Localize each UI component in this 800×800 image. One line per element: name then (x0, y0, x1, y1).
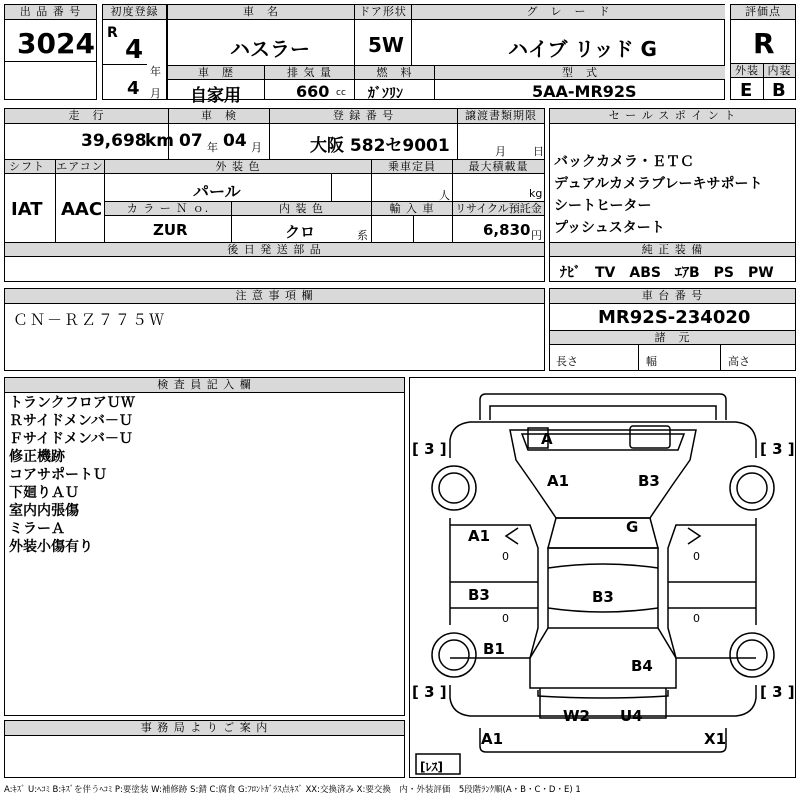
mark-door-front-left: A1 (468, 527, 491, 545)
transfer-label: 譲渡書類期限 (458, 109, 544, 124)
recycle-unit: 円 (531, 229, 542, 242)
plate-number: 大阪 582セ9001 (310, 136, 450, 156)
inspector-line: コアサポートＵ (9, 467, 107, 483)
color-number: ZUR (153, 221, 188, 239)
later-parts-label: 後 日 発 送 部 品 (5, 243, 544, 257)
interior-color-unit: 系 (357, 229, 368, 242)
lot-number-label: 出 品 番 号 (5, 5, 96, 20)
shift-label: シフト (5, 160, 55, 174)
grade-label: グ レ ー ド (412, 5, 725, 20)
sales-point: バックカメラ・ＥＴＣ (554, 154, 694, 170)
inspector-line: Ｆサイドメンバ－Ｕ (9, 431, 133, 447)
first-registration-cell (102, 4, 167, 100)
score-label: 評価点 (731, 5, 795, 20)
lot-number: 3024 (17, 27, 95, 60)
inspection-month-unit: 月 (251, 141, 262, 154)
first-registration-label: 初度登録 (103, 5, 166, 20)
mileage-unit: km (145, 131, 175, 151)
recycle-fee: 6,830 (483, 221, 531, 239)
door-label: ドア形状 (355, 5, 411, 20)
details-block (4, 108, 545, 282)
sales-points-block (549, 108, 796, 282)
color-label: 外 装 色 (105, 160, 371, 174)
car-name-label: 車 名 (168, 5, 354, 20)
tire-rear-right: [ 3 ] (760, 683, 795, 701)
mark-bumper-w2: W2 (563, 707, 590, 725)
load-unit: kg (529, 187, 543, 200)
mark-roof: G (626, 518, 639, 536)
exterior-color: パール (193, 182, 241, 201)
mark-hood-left: A1 (547, 472, 570, 490)
inspector-label: 検 査 員 記 入 欄 (5, 378, 404, 393)
exterior-score-label: 外装 (731, 64, 763, 78)
mark-front-glass: A (541, 430, 553, 448)
model: 5AA-MR92S (532, 82, 637, 101)
reg-year-unit: 年 (150, 65, 161, 78)
plate-label: 登 録 番 号 (270, 109, 457, 124)
mileage-label: 走 行 (5, 109, 168, 124)
height-label: 高さ (728, 355, 750, 368)
tire-front-right: [ 3 ] (760, 440, 795, 458)
model-label: 型 式 (435, 66, 725, 80)
grade: ハイブ リッド G (508, 37, 657, 61)
inspection-month: 04 (223, 131, 247, 151)
inspector-line: 下廻りＡＵ (9, 485, 79, 501)
inspector-notes (9, 394, 135, 556)
fuel-label: 燃 料 (355, 66, 434, 80)
inspector-line: 室内内張傷 (9, 503, 79, 519)
notes-label: 注 意 事 項 欄 (5, 289, 544, 304)
history-label: 車 歴 (168, 66, 264, 80)
reg-month: 4 (127, 78, 140, 99)
displacement-label: 排 気 量 (265, 66, 354, 80)
office-block (4, 720, 405, 778)
mark-door-rear-right-zero: 0 (693, 612, 700, 625)
inspector-line: Ｒサイドメンバ－Ｕ (9, 413, 133, 429)
mark-rear: B4 (631, 657, 653, 675)
mark-bottom-right: X1 (704, 730, 727, 748)
inspector-line: 修正機跡 (9, 449, 65, 465)
mark-bumper-u4: U4 (620, 707, 643, 725)
exterior-score: E (740, 80, 753, 101)
ac: AAC (61, 199, 103, 220)
score: R (753, 27, 775, 60)
inspector-line: 外装小傷有り (9, 539, 93, 555)
legend: A:ｷｽﾞ U:ﾍｺﾐ B:ｷｽﾞを伴うﾍｺﾐ P:要塗装 W:補修跡 S:錆 C:腐食 G:ﾌﾛﾝﾄｶﾞﾗｽ点ｷｽﾞ XX:交換済み X:要交換 内・外装評価 5段階ﾗﾝｸ順(A・B・C・D・E) 1 (4, 785, 581, 795)
notes-block (4, 288, 545, 371)
sales-point: デュアルカメラブレーキサポート (554, 176, 763, 192)
equipment: ﾅﾋﾞ TV ABS ｴｱB PS PW (560, 265, 774, 281)
length-label: 長さ (556, 355, 578, 368)
door-type: 5W (368, 33, 404, 57)
chassis-label: 車 台 番 号 (550, 289, 795, 304)
lot-number-cell (4, 4, 97, 100)
inspection-year: 07 (179, 131, 203, 151)
chassis-number: MR92S-234020 (598, 307, 751, 328)
load-label: 最大積載量 (453, 160, 544, 174)
dims-label: 諸 元 (550, 331, 795, 345)
interior-score: B (772, 80, 786, 101)
chassis-block (549, 288, 796, 371)
capacity-unit: 人 (439, 189, 450, 202)
sales-point: プッシュスタート (554, 220, 665, 236)
displacement-unit: cc (336, 88, 346, 98)
reg-month-unit: 月 (150, 87, 161, 100)
import-label: 輸 入 車 (372, 202, 452, 216)
interior-score-label: 内装 (764, 64, 795, 78)
inspector-line: トランクフロアＵＷ (9, 395, 135, 411)
inspector-block (4, 377, 405, 716)
displacement: 660 (296, 82, 330, 101)
width-label: 幅 (646, 355, 657, 368)
spare-tire: [ﾚｽ] (420, 760, 443, 774)
reg-year: 4 (125, 35, 144, 65)
mark-roof-center: B3 (592, 588, 614, 606)
tire-front-left: [ 3 ] (412, 440, 447, 458)
fuel: ｶﾞｿﾘﾝ (368, 86, 403, 102)
shift: IAT (11, 199, 43, 220)
transfer-day-unit: 日 (533, 145, 544, 158)
office-label: 事 務 局 よ り ご 案 内 (5, 721, 404, 736)
sales-points-label: セ ー ル ス ポ イ ン ト (550, 109, 795, 124)
header-block (4, 4, 796, 104)
car-diagram (409, 377, 796, 778)
inspection-label: 車 検 (169, 109, 269, 124)
capacity-label: 乗車定員 (372, 160, 452, 174)
mark-hood-right: B3 (638, 472, 660, 490)
ac-label: エアコン (56, 160, 104, 173)
recycle-label: リサイクル預託金 (453, 202, 544, 216)
equipment-label: 純 正 装 備 (550, 243, 795, 257)
inspector-line: ミラーＡ (9, 521, 65, 537)
era: R (107, 25, 118, 41)
interior-color: クロ (285, 223, 316, 241)
inspection-year-unit: 年 (207, 141, 218, 154)
mark-fender-rear-left: B1 (483, 640, 505, 658)
sales-points-list (554, 151, 762, 239)
car-diagram-drawing (410, 378, 795, 777)
transfer-month-unit: 月 (495, 145, 506, 158)
vehicle-header-grid (167, 4, 725, 106)
mark-door-front-left-zero: 0 (502, 550, 509, 563)
mark-door-rear-left: B3 (468, 586, 490, 604)
color-no-label: カ ラ ー Ｎ ｏ. (105, 202, 231, 216)
mark-bottom-left: A1 (481, 730, 504, 748)
mark-door-rear-left-zero: 0 (502, 612, 509, 625)
score-cell (730, 4, 796, 100)
car-name: ハスラー (230, 37, 310, 61)
sales-point: シートヒーター (554, 198, 652, 214)
mark-door-front-right-zero: 0 (693, 550, 700, 563)
tire-rear-left: [ 3 ] (412, 683, 447, 701)
mileage: 39,698 (81, 131, 147, 151)
notes-text: ＣＮ－ＲＺ７７５Ｗ (13, 311, 167, 329)
history: 自家用 (190, 86, 241, 106)
interior-color-label: 内 装 色 (232, 202, 371, 216)
